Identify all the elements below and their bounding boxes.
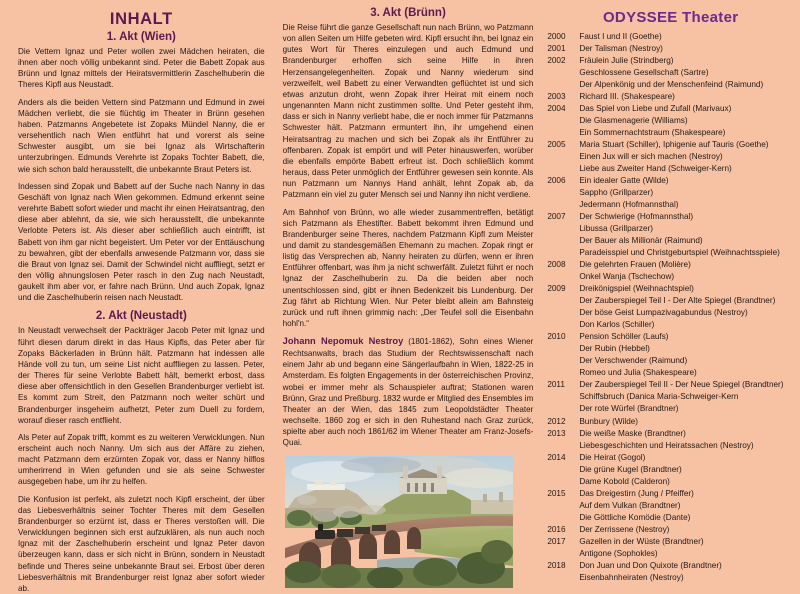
act-2-paragraph-3: Die Konfusion ist perfekt, als zuletzt noch Kipfl erscheint, der über das Liebesverhältnis seiner Tochter Theres mit dem Gesellen Brandenburger so erzürnt ist, dass er Theres verstoßen will. Die Verwicklungen beginnen sich erst aufzuklären, als nun auch noch Ignaz mit der Zaschelhuberin erscheint und Ignaz Peter davon überzeugen kann, dass er sich nicht in Brünn, sondern in Neustadt befinde und Theres seine unbekannte Braut sei. Erbost über deren Liebesverhältnis mit Brandenburger reist Ignaz aber sofort wieder ab. bbox=[18, 494, 265, 593]
act-3-heading: 3. Akt (Brünn) bbox=[370, 7, 446, 19]
season-play-title: Jedermann (Hofmannsthal) bbox=[579, 200, 679, 210]
season-repertoire-list bbox=[547, 31, 794, 584]
season-row bbox=[547, 79, 794, 91]
act-1-heading: 1. Akt (Wien) bbox=[106, 31, 176, 43]
season-play-title: Maria Stuart (Schiller), Iphigenie auf Tauris (Goethe) bbox=[579, 140, 769, 150]
season-row bbox=[547, 307, 794, 319]
season-play-title: Die Heirat (Gogol) bbox=[579, 452, 646, 462]
season-year: 2011 bbox=[547, 380, 565, 390]
season-play-title: Der Bauer als Millionär (Raimund) bbox=[579, 236, 703, 246]
season-row bbox=[547, 283, 794, 295]
season-year: 2017 bbox=[547, 536, 566, 546]
act-3-paragraph-1: Die Reise führt die ganze Gesellschaft nun nach Brünn, wo Patzmann von allen Seiten um Hilfe gebeten wird. Kipfl ersucht ihn, bei Ignaz ein gutes Wort für Theres einzulegen und auch Edmund und Brandenburger erhoffen sich seine Hilfe in ihren Herzensangelegenheiten. Zopak und Nanny wiederum sind verzweifelt, weil Babett zu einer Verwandten geflüchtet ist und sich etwas anzutun droht, wenn Zopak ihrer Heirat mit einem noch ungenannten Mann nicht zustimmen sollte. Und Peter gesteht ihm, dass er sich in Nanny verliebt habe, die er noch immer für Patzmanns Schwester hält. Patzmann ermuntert ihn, ihr umgehend einen Heiratsantrag zu machen und sich bei Zopak als ihr Entführer zu offenbaren. Zopak ist empört und will Peter hinauswerfen, worüber die ebenfalls empörte Babett erfreut ist. Doch schließlich kommt heraus, dass Peter unmöglich der Entführer gewesen sein konnte. Als nun Patzmann um Nannys Hand anhält, lehnt Zopak ab, da Patzmann ein viel zu guter Mensch sei und Nanny ihn nicht verdiene. bbox=[282, 23, 534, 200]
season-row bbox=[547, 379, 794, 391]
season-play-title: Die Göttliche Komödie (Dante) bbox=[579, 512, 691, 522]
season-play-title: Bunbury (Wilde) bbox=[579, 416, 639, 426]
season-row bbox=[547, 488, 794, 500]
season-year: 2012 bbox=[547, 416, 566, 426]
season-year: 2006 bbox=[547, 176, 566, 186]
season-play-title: Einen Jux will er sich machen (Nestroy) bbox=[579, 152, 723, 162]
season-play-title: Schiffsbruch (Danica Maria-Schweiger-Kern bbox=[579, 392, 739, 402]
season-year: 2013 bbox=[547, 428, 566, 438]
season-play-title: Der Talisman (Nestroy) bbox=[579, 44, 663, 54]
season-row bbox=[547, 560, 794, 572]
season-year: 2018 bbox=[547, 560, 566, 570]
season-year: 2003 bbox=[547, 92, 566, 102]
season-year: 2009 bbox=[547, 284, 566, 294]
season-row bbox=[547, 295, 794, 307]
season-play-title: Don Juan und Don Quixote (Brandtner) bbox=[579, 560, 722, 570]
season-year: 2005 bbox=[547, 140, 566, 150]
season-play-title: Der Verschwender (Raimund) bbox=[579, 356, 688, 366]
season-play-title: Der Zerrissene (Nestroy) bbox=[579, 524, 670, 534]
season-play-title: Sappho (Grillparzer) bbox=[579, 188, 654, 198]
season-row bbox=[547, 428, 794, 440]
season-row bbox=[547, 151, 794, 163]
season-play-title: Don Karlos (Schiller) bbox=[579, 320, 655, 330]
season-row bbox=[547, 512, 794, 524]
season-play-title: Der Zauberspiegel Teil II - Der Neue Spiegel (Brandtner) bbox=[579, 380, 784, 390]
act-1-paragraph-3: Indessen sind Zopak und Babett auf der Suche nach Nanny in das Geschäft von Ignaz nach Wien gekommen. Edmund erkennt seine verehrte Babett sofort wieder und macht ihr einen Heiratsantrag, den diese aber ablehnt, da sie, wie sich herausstellt, die unbekannte Verlobte Peters ist. Als dieser aber schließlich auch eintrifft, ist Babett von ihm gar nicht begeistert. Um Peter vor der Enttäuschung zu bewahren, gibt der ebenfalls anwesende Patzmann vor, dass sie die Braut von Ignaz sei. Damit der Schwindel nicht auffliegt, setzt er den völlig ahnungslosen Peter rasch in den Zug nach Neustadt, gaukelt ihm aber vor, er fahre nach Brünn. Und auch Zopak, Ignaz und die Zaschelhuberin reisen nach Neustadt. bbox=[18, 181, 265, 303]
column-act-3-and-biography bbox=[275, 6, 542, 571]
season-row bbox=[547, 331, 794, 343]
season-play-title: Ein idealer Gatte (Wilde) bbox=[579, 176, 669, 186]
season-year: 2007 bbox=[547, 212, 566, 222]
viaduct-painting-svg bbox=[285, 456, 513, 588]
season-row bbox=[547, 271, 794, 283]
season-play-title: Libussa (Grillparzer) bbox=[579, 224, 654, 234]
season-row bbox=[547, 319, 794, 331]
season-row bbox=[547, 476, 794, 488]
season-play-title: Der böse Geist Lumpazivagabundus (Nestroy) bbox=[579, 308, 748, 318]
season-play-title: Dreikönigspiel (Weihnachtspiel) bbox=[579, 284, 694, 294]
season-row bbox=[547, 31, 794, 43]
column-inhalt bbox=[4, 6, 275, 593]
season-play-title: Die gelehrten Frauen (Molière) bbox=[579, 260, 691, 270]
nestroy-biography-text: (1801-1862), Sohn eines Wiener Rechtsanwalts, brach das Studium der Rechtswissenschaft nach einem Jahr ab und begann eine Sängerlaufbahn in Wien, 1822-25 in Amsterdam. Es folgten Engagements in der österreichischen Provinz, wobei er immer mehr als Schauspieler auftrat; Stationen waren Brünn, Graz und Preßburg. 1832 wurde er Mitglied des Ensembles im Theater an der Wien, das 1845 zum Leopoldstädter Theater wechselte. 1860 zog er sich in den Ruhestand nach Graz zurück, spielte aber auch noch 1861/62 im Wiener Theater am Franz-Josefs-Quai. bbox=[282, 337, 534, 448]
season-row bbox=[547, 187, 794, 199]
nestroy-biography bbox=[283, 335, 534, 448]
season-row bbox=[547, 500, 794, 512]
season-row bbox=[547, 416, 794, 428]
season-play-title: Faust I und II (Goethe) bbox=[579, 32, 662, 41]
season-play-title: Der Alpenkönig und der Menschenfeind (Raimund) bbox=[579, 80, 764, 90]
season-year: 2002 bbox=[547, 56, 566, 66]
season-row bbox=[547, 67, 794, 79]
season-year: 2014 bbox=[547, 452, 566, 462]
season-row bbox=[547, 163, 794, 175]
season-play-title: Paradeisspiel und Christgeburtspiel (Weihnachtsspiele) bbox=[579, 248, 780, 258]
season-row bbox=[547, 55, 794, 67]
season-play-title: Der Schwierige (Hofmannsthal) bbox=[579, 212, 694, 222]
season-play-title: Die Glasmenagerie (Williams) bbox=[579, 116, 688, 126]
season-play-title: Antigone (Sophokles) bbox=[579, 548, 658, 558]
act-3-paragraph-2: Am Bahnhof von Brünn, wo alle wieder zusammentreffen, betätigt sich Patzmann als Ehestifter. Babett bekommt ihren Edmund und Brandenburger seine Theres, nachdem Patzmann Kipfl zum Meister und damit zu standesgemäßen Ehemann zu machen. Zopak ringt er listig das Versprechen ab, Nanny heiraten zu dürfen, wenn er ihren Entführer offenbart, was ihm ja nicht schwerfällt. Zuletzt führt er noch Ignaz der Zaschelhuberin zu. Da die beiden aber noch unentschlossen sind, gibt er ihnen Bedenkzeit bis Lundenburg. Der Zug fährt ab Richtung Wien. Nur Peter bleibt allein am Bahnsteig zurück und ruft ihnen grimmig nach: „Der Teufel soll die Eisenbahn hohl'n.“ bbox=[282, 207, 534, 329]
act-1-paragraph-2: Anders als die beiden Vettern sind Patzmann und Edmund in zwei Mädchen verliebt, die sie flüchtig im Theater in Brünn gesehen haben. Patzmanns Angebetete ist Zopaks Mündel Nanny, die er versehentlich nach Wien entführt hat und vorerst als seine Schwester ausgibt, um sie bei Ignaz als Wirtschafterin unterzubringen. Edmunds Verehrte ist Zopaks Tochter Babett, die, wie sich schon bald herausstellt, die unbekannte Braut Peters ist. bbox=[18, 97, 265, 174]
page-title: INHALT bbox=[109, 10, 173, 28]
season-play-title: Der rote Würfel (Brandtner) bbox=[579, 404, 679, 414]
theater-title: ODYSSEE Theater bbox=[602, 9, 739, 26]
season-play-title: Dame Kobold (Calderon) bbox=[579, 476, 670, 486]
season-play-title: Der Rubin (Hebbel) bbox=[579, 344, 650, 354]
season-play-title: Die weiße Maske (Brandtner) bbox=[579, 428, 686, 438]
season-play-title: Auf dem Vulkan (Brandtner) bbox=[579, 500, 681, 510]
act-2-heading: 2. Akt (Neustadt) bbox=[95, 310, 187, 323]
season-play-title: Geschlossene Gesellschaft (Sartre) bbox=[579, 68, 709, 78]
season-play-title: Ein Sommernachtstraum (Shakespeare) bbox=[579, 128, 726, 138]
season-row bbox=[547, 103, 794, 115]
season-row bbox=[547, 548, 794, 560]
historical-painting-illustration bbox=[285, 456, 513, 588]
season-row bbox=[547, 367, 794, 379]
season-year: 2010 bbox=[547, 332, 566, 342]
season-row bbox=[547, 247, 794, 259]
season-row bbox=[547, 524, 794, 536]
season-play-title: Der Zauberspiegel Teil I - Der Alte Spiegel (Brandtner) bbox=[579, 296, 776, 306]
season-row bbox=[547, 391, 794, 403]
season-row bbox=[547, 536, 794, 548]
season-play-title: Das Spiel von Liebe und Zufall (Marivaux) bbox=[579, 104, 732, 114]
season-year: 2000 bbox=[547, 32, 566, 41]
season-row bbox=[547, 43, 794, 55]
season-row bbox=[547, 175, 794, 187]
season-play-title: Liebe aus Zweiter Hand (Schweiger-Kern) bbox=[579, 164, 732, 174]
season-row bbox=[547, 127, 794, 139]
season-play-title: Richard III. (Shakespeare) bbox=[579, 92, 675, 102]
season-row bbox=[547, 115, 794, 127]
season-row bbox=[547, 91, 794, 103]
season-play-title: Onkel Wanja (Tschechow) bbox=[579, 272, 675, 282]
season-row bbox=[547, 403, 794, 415]
season-row bbox=[547, 440, 794, 452]
season-row bbox=[547, 259, 794, 271]
season-year: 2004 bbox=[547, 104, 566, 114]
season-year: 2001 bbox=[547, 44, 566, 54]
season-play-title: Die grüne Kugel (Brandtner) bbox=[579, 464, 682, 474]
season-play-title: Liebesgeschichten und Heiratssachen (Nestroy) bbox=[579, 440, 754, 450]
season-row bbox=[547, 572, 794, 584]
season-row bbox=[547, 464, 794, 476]
season-play-title: Das Dreigestirn (Jung / Pfeiffer) bbox=[579, 488, 694, 498]
season-play-title: Gazellen in der Wüste (Brandtner) bbox=[579, 536, 704, 546]
season-year: 2016 bbox=[547, 524, 566, 534]
act-2-paragraph-1: In Neustadt verwechselt der Packträger Jacob Peter mit Ignaz und führt diesen darum direkt in das Haus Kipfls, das Peter aber für Zopaks Bäckerladen in Brünn hält. Patzmann hat indessen alle Hände voll zu tun, um seine List nicht auffliegen zu lassen. Peter, der Theres für seine Verlobte Babett hält, bemerkt erbost, dass diese aber offensichtlich in den Gesellen Brandenburger verliebt ist. Es kommt zum Streit, den Patzmann noch weiter schürt und Brandenburger insgeheim aufhetzt, Peter zum Duell zu fordern, worauf dieser rasch entflieht. bbox=[18, 326, 265, 425]
season-row bbox=[547, 343, 794, 355]
season-year: 2008 bbox=[547, 260, 566, 270]
season-play-title: Fräulein Julie (Strindberg) bbox=[579, 56, 674, 66]
season-row bbox=[547, 199, 794, 211]
season-play-title: Eisenbahnheiraten (Nestroy) bbox=[579, 572, 684, 582]
act-2-paragraph-2: Als Peter auf Zopak trifft, kommt es zu weiteren Verwicklungen. Nun erscheint auch noch Nanny. Um sich aus der Affäre zu ziehen, macht Patzmann dem erzürnten Zopak vor, dass er Nanny hilflos umherirrend in Wien gefunden und sie als seine Schwester ausgegeben habe, um ihr zu helfen. bbox=[18, 432, 265, 487]
season-row bbox=[547, 223, 794, 235]
nestroy-name: Johann Nepomuk Nestroy bbox=[282, 336, 404, 347]
season-row bbox=[547, 235, 794, 247]
season-row bbox=[547, 452, 794, 464]
act-1-paragraph-1: Die Vettern Ignaz und Peter wollen zwei Mädchen heiraten, die ihnen aber noch völlig unbekannt sind. Peter die Babett Zopak aus Brünn und Ignaz mittels der Heiratsvermittlerin Zaschelhuberin die Theres Kipfl aus Neustadt. bbox=[18, 47, 265, 90]
season-play-title: Romeo und Julia (Shakespeare) bbox=[579, 368, 697, 378]
column-odyssee-theater bbox=[541, 6, 796, 582]
season-year: 2015 bbox=[547, 488, 566, 498]
season-row bbox=[547, 355, 794, 367]
season-play-title: Pension Schöller (Laufs) bbox=[579, 332, 669, 342]
season-row bbox=[547, 139, 794, 151]
season-row bbox=[547, 211, 794, 223]
